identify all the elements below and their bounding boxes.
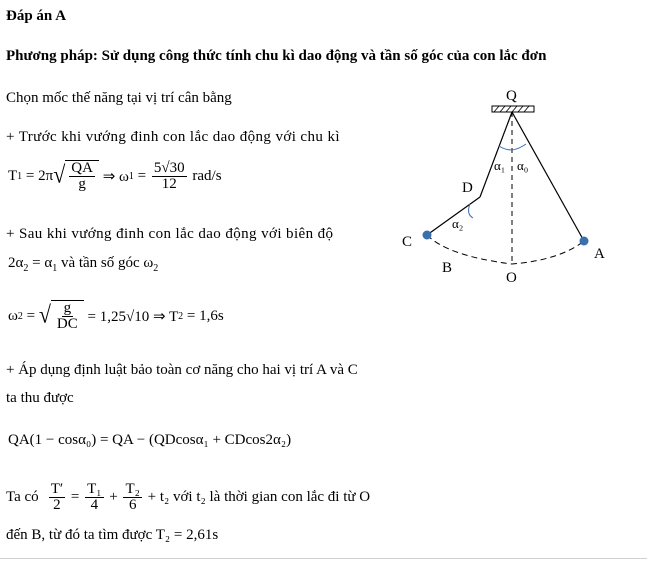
label-q: Q — [506, 88, 517, 104]
bob-c — [423, 231, 432, 240]
omega2-formula: ω 2 = √ $\frac{g}{DC}$ = 1,25√10 ⇒ T 2 = 1,6s — [8, 300, 224, 332]
label-d: D — [462, 180, 473, 196]
angle-arc-alpha0 — [512, 144, 526, 150]
method-title: Phương pháp: Sử dụng công thức tính chu kì dao động và tần số góc của con lắc đơn — [6, 48, 547, 64]
paragraph-before-nail: + Trước khi vướng đinh con lắc dao động với chu kì — [6, 129, 340, 145]
time-relation: Ta có $\frac{T'}{2}$ = $\frac{\text{T₁}}{4}$ + $\frac{\text{T₂}}{6}$ + t₂ với t₂ là thời gian con lắc đi từ O — [6, 481, 371, 513]
sqrt-g-over-dc: √ $\frac{g}{DC}$ — [39, 300, 84, 332]
label-b: B — [442, 260, 453, 276]
label-alpha1: α₁ — [494, 158, 506, 173]
final-result-line: đến B, từ đó ta tìm được T₂ = 2,61s — [6, 527, 219, 543]
omega1-fraction: $\frac{5√30}{12}$ — [153, 159, 185, 192]
paragraph-energy-line2: ta thu được — [6, 390, 74, 406]
string-qa — [512, 112, 584, 241]
energy-formula: QA(1 − cosα₀) = QA − (QDcosα₁ + CDcos2α₂) — [8, 432, 292, 448]
angle-arc-alpha1 — [499, 146, 512, 150]
bottom-divider — [0, 558, 647, 559]
paragraph-after-nail: + Sau khi vướng đinh con lắc dao động với biên độ — [6, 226, 334, 242]
label-o: O — [506, 270, 517, 286]
pendulum-diagram — [400, 86, 630, 286]
string-qd — [480, 112, 512, 197]
label-alpha0: α₀ — [517, 158, 529, 173]
amplitude-line: $2\alpha_2 = \alpha_1$ và tần số góc $\omega_2$ — [8, 255, 159, 274]
label-alpha2: α₂ — [452, 216, 464, 231]
label-c: C — [402, 234, 413, 250]
sqrt-qa-over-g: √ $\frac{QA}{g}$ — [53, 160, 99, 192]
period-formula: T 1 = 2π √ $\frac{QA}{g}$ ⇒ ω 1 = $\frac{5√30}{12}$ rad/s — [8, 159, 222, 192]
paragraph-energy: + Áp dụng định luật bảo toàn cơ năng cho hai vị trí A và C — [6, 362, 358, 378]
answer-heading: Đáp án A — [6, 8, 67, 24]
bob-a — [580, 237, 589, 246]
angle-arc-alpha2 — [469, 204, 473, 218]
label-a: A — [594, 246, 605, 262]
choose-reference-line: Chọn mốc thế năng tại vị trí cân bằng — [6, 90, 232, 106]
